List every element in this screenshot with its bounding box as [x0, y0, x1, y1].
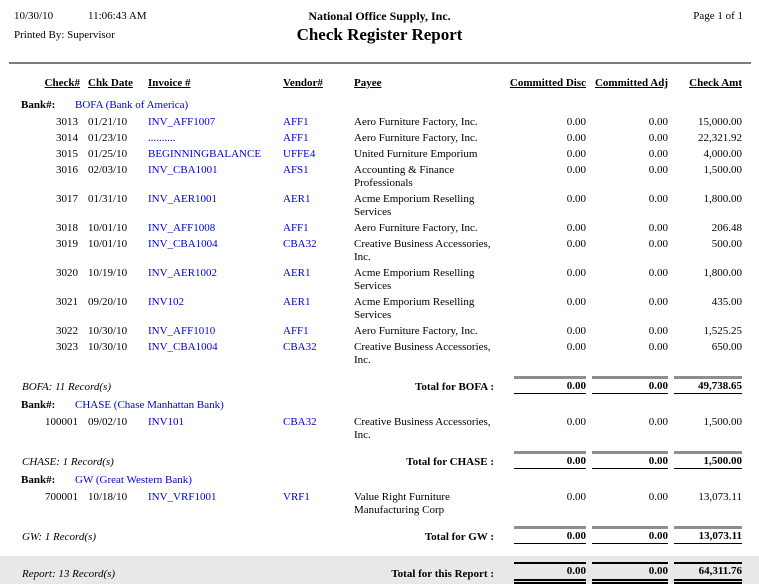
column-header-vendor: Vendor# — [283, 77, 323, 89]
committed-disc-value: 0.00 — [566, 193, 586, 205]
check-register-row — [0, 164, 759, 190]
check-amt-value: 4,000.00 — [703, 148, 742, 160]
vendor-number-link[interactable]: CBA32 — [283, 341, 317, 353]
invoice-number-link[interactable]: INV102 — [148, 296, 185, 308]
check-register-row — [0, 491, 759, 517]
committed-adj-value: 0.00 — [648, 325, 668, 337]
bank-total-row — [0, 526, 759, 544]
bank-total-check-amt: 49,738.65 — [674, 376, 742, 394]
check-amt-value: 13,073.11 — [698, 491, 742, 503]
bank-total-committed-disc: 0.00 — [514, 526, 586, 544]
invoice-number-link[interactable]: .......... — [148, 132, 176, 144]
bank-total-row — [0, 376, 759, 394]
check-date: 09/02/10 — [88, 416, 128, 428]
check-amt-value: 1,800.00 — [703, 267, 742, 279]
bank-record-count: CHASE: 1 Record(s) — [22, 456, 114, 468]
committed-adj-value: 0.00 — [648, 296, 668, 308]
invoice-number-link[interactable]: INV_AFF1008 — [148, 222, 216, 234]
column-header-date: Chk Date — [88, 77, 133, 89]
invoice-number-link[interactable]: BEGINNINGBALANCE — [148, 148, 262, 160]
bank-record-count: BOFA: 11 Record(s) — [22, 381, 111, 393]
vendor-number-link[interactable]: AER1 — [283, 267, 311, 279]
print-time: 11:06:43 AM — [88, 10, 147, 22]
bank-total-check-amt: 1,500.00 — [674, 451, 742, 469]
payee-name: Creative Business Accessories, Inc. — [354, 416, 491, 441]
company-name: National Office Supply, Inc. — [308, 9, 451, 23]
check-number: 3019 — [56, 238, 78, 250]
committed-disc-value: 0.00 — [566, 267, 586, 279]
committed-adj-value: 0.00 — [648, 267, 668, 279]
bank-total-committed-adj: 0.00 — [592, 526, 668, 544]
committed-disc-value: 0.00 — [566, 164, 586, 176]
check-number: 700001 — [45, 491, 78, 503]
bank-total-label: Total for CHASE : — [406, 456, 494, 468]
committed-disc-value: 0.00 — [566, 238, 586, 250]
check-number: 3015 — [56, 148, 78, 160]
bank-total-committed-adj: 0.00 — [592, 451, 668, 469]
committed-disc-value: 0.00 — [566, 296, 586, 308]
committed-disc-value: 0.00 — [566, 132, 586, 144]
column-header-payee: Payee — [354, 77, 382, 89]
payee-name: United Furniture Emporium — [354, 148, 478, 160]
bank-group-header — [0, 99, 759, 112]
bank-total-label: Total for BOFA : — [415, 381, 494, 393]
report-total-committed-disc: 0.00 — [514, 562, 586, 581]
check-number: 100001 — [45, 416, 78, 428]
print-date: 10/30/10 — [14, 10, 54, 22]
vendor-number-link[interactable]: AER1 — [283, 296, 311, 308]
committed-disc-value: 0.00 — [566, 341, 586, 353]
invoice-number-link[interactable]: INV_AER1002 — [148, 267, 218, 279]
check-amt-value: 1,800.00 — [703, 193, 742, 205]
vendor-number-link[interactable]: UFFE4 — [283, 148, 316, 160]
bank-group-header — [0, 474, 759, 487]
bank-record-count: GW: 1 Record(s) — [22, 531, 97, 543]
committed-adj-value: 0.00 — [648, 222, 668, 234]
payee-name: Aero Furniture Factory, Inc. — [354, 222, 478, 234]
committed-adj-value: 0.00 — [648, 341, 668, 353]
invoice-number-link[interactable]: INV_CBA1001 — [148, 164, 218, 176]
check-register-row — [0, 148, 759, 161]
bank-total-row — [0, 451, 759, 469]
check-number: 3017 — [56, 193, 78, 205]
check-date: 02/03/10 — [88, 164, 128, 176]
check-register-row — [0, 222, 759, 235]
check-date: 01/25/10 — [88, 148, 128, 160]
check-date: 01/21/10 — [88, 116, 128, 128]
invoice-number-link[interactable]: INV_AFF1007 — [148, 116, 216, 128]
check-date: 09/20/10 — [88, 296, 128, 308]
vendor-number-link[interactable]: AFS1 — [283, 164, 309, 176]
column-header-committed-disc: Committed Disc — [509, 77, 586, 89]
check-amt-value: 206.48 — [711, 222, 742, 234]
column-header-check: Check# — [44, 77, 80, 89]
check-date: 10/30/10 — [88, 325, 128, 337]
report-body — [0, 99, 759, 544]
check-date: 01/23/10 — [88, 132, 128, 144]
report-title: Check Register Report — [296, 25, 463, 44]
check-amt-value: 1,500.00 — [703, 416, 742, 428]
vendor-number-link[interactable]: VRF1 — [283, 491, 310, 503]
payee-name: Acme Emporium Reselling Services — [354, 296, 475, 321]
report-total-row — [0, 562, 759, 581]
bank-label: Bank#: — [21, 99, 56, 111]
check-number: 3022 — [56, 325, 78, 337]
check-amt-value: 1,500.00 — [703, 164, 742, 176]
vendor-number-link[interactable]: AFF1 — [283, 325, 309, 337]
check-amt-value: 15,000.00 — [698, 116, 742, 128]
check-register-row — [0, 132, 759, 145]
check-register-row — [0, 267, 759, 293]
payee-name: Acme Emporium Reselling Services — [354, 267, 475, 292]
committed-adj-value: 0.00 — [648, 148, 668, 160]
invoice-number-link[interactable]: INV_CBA1004 — [148, 238, 218, 250]
printed-by: Printed By: Supervisor — [14, 29, 115, 41]
report-header — [0, 0, 759, 62]
vendor-number-link[interactable]: CBA32 — [283, 238, 317, 250]
invoice-number-link[interactable]: INV_CBA1004 — [148, 341, 218, 353]
bank-total-check-amt: 13,073.11 — [674, 526, 742, 544]
check-register-row — [0, 296, 759, 322]
payee-name: Creative Business Accessories, Inc. — [354, 341, 491, 366]
check-date: 10/18/10 — [88, 491, 128, 503]
vendor-number-link[interactable]: AER1 — [283, 193, 311, 205]
check-number: 3020 — [56, 267, 78, 279]
check-amt-value: 1,525.25 — [703, 325, 742, 337]
check-number: 3018 — [56, 222, 78, 234]
column-header-committed-adj: Committed Adj — [594, 77, 668, 89]
payee-name: Creative Business Accessories, Inc. — [354, 238, 491, 263]
invoice-number-link[interactable]: INV101 — [148, 416, 185, 428]
check-date: 10/01/10 — [88, 222, 128, 234]
check-register-row — [0, 116, 759, 129]
check-number: 3021 — [56, 296, 78, 308]
payee-name: Aero Furniture Factory, Inc. — [354, 132, 478, 144]
invoice-number-link[interactable]: INV_AER1001 — [148, 193, 218, 205]
check-amt-value: 435.00 — [711, 296, 742, 308]
check-number: 3013 — [56, 116, 78, 128]
committed-adj-value: 0.00 — [648, 491, 668, 503]
committed-disc-value: 0.00 — [566, 222, 586, 234]
check-amt-value: 500.00 — [711, 238, 742, 250]
committed-adj-value: 0.00 — [648, 132, 668, 144]
committed-adj-value: 0.00 — [648, 193, 668, 205]
vendor-number-link[interactable]: AFF1 — [283, 132, 309, 144]
payee-name: Aero Furniture Factory, Inc. — [354, 325, 478, 337]
vendor-number-link[interactable]: AFF1 — [283, 222, 309, 234]
column-header-row — [0, 77, 759, 90]
check-register-row — [0, 238, 759, 264]
check-register-row — [0, 416, 759, 442]
check-number: 3014 — [56, 132, 78, 144]
payee-name: Value Right Furniture Manufacturing Corp — [354, 491, 450, 516]
payee-name: Aero Furniture Factory, Inc. — [354, 116, 478, 128]
check-number: 3023 — [56, 341, 78, 353]
vendor-number-link[interactable]: CBA32 — [283, 416, 317, 428]
committed-adj-value: 0.00 — [648, 416, 668, 428]
check-number: 3016 — [56, 164, 78, 176]
column-header-invoice: Invoice # — [148, 77, 191, 89]
header-divider — [9, 62, 751, 64]
check-date: 10/30/10 — [88, 341, 128, 353]
committed-adj-value: 0.00 — [648, 116, 668, 128]
bank-total-committed-disc: 0.00 — [514, 376, 586, 394]
bank-name-link[interactable]: GW (Great Western Bank) — [75, 474, 192, 486]
payee-name: Accounting & Finance Professionals — [354, 164, 455, 189]
report-record-count: Report: 13 Record(s) — [22, 568, 116, 580]
invoice-number-link[interactable]: INV_VRF1001 — [148, 491, 217, 503]
check-register-row — [0, 325, 759, 338]
report-total-committed-adj: 0.00 — [592, 562, 668, 581]
bank-label: Bank#: — [21, 474, 56, 486]
check-date: 01/31/10 — [88, 193, 128, 205]
check-register-row — [0, 193, 759, 219]
check-date: 10/19/10 — [88, 267, 128, 279]
payee-name: Acme Emporium Reselling Services — [354, 193, 475, 218]
bank-label: Bank#: — [21, 399, 56, 411]
committed-disc-value: 0.00 — [566, 325, 586, 337]
report-total-label: Total for this Report : — [391, 568, 494, 580]
page-indicator: Page 1 of 1 — [693, 10, 743, 22]
committed-adj-value: 0.00 — [648, 238, 668, 250]
report-total-check-amt: 64,311.76 — [674, 562, 742, 581]
bank-name-link[interactable]: CHASE (Chase Manhattan Bank) — [75, 399, 224, 411]
invoice-number-link[interactable]: INV_AFF1010 — [148, 325, 216, 337]
committed-adj-value: 0.00 — [648, 164, 668, 176]
column-header-check-amt: Check Amt — [689, 77, 742, 89]
bank-total-committed-disc: 0.00 — [514, 451, 586, 469]
bank-name-link[interactable]: BOFA (Bank of America) — [75, 99, 189, 111]
committed-disc-value: 0.00 — [566, 116, 586, 128]
committed-disc-value: 0.00 — [566, 416, 586, 428]
check-amt-value: 22,321.92 — [698, 132, 742, 144]
bank-group-header — [0, 399, 759, 412]
vendor-number-link[interactable]: AFF1 — [283, 116, 309, 128]
bank-total-label: Total for GW : — [424, 531, 494, 543]
check-date: 10/01/10 — [88, 238, 128, 250]
committed-disc-value: 0.00 — [566, 491, 586, 503]
bank-total-committed-adj: 0.00 — [592, 376, 668, 394]
committed-disc-value: 0.00 — [566, 148, 586, 160]
check-register-row — [0, 341, 759, 367]
check-amt-value: 650.00 — [711, 341, 742, 353]
